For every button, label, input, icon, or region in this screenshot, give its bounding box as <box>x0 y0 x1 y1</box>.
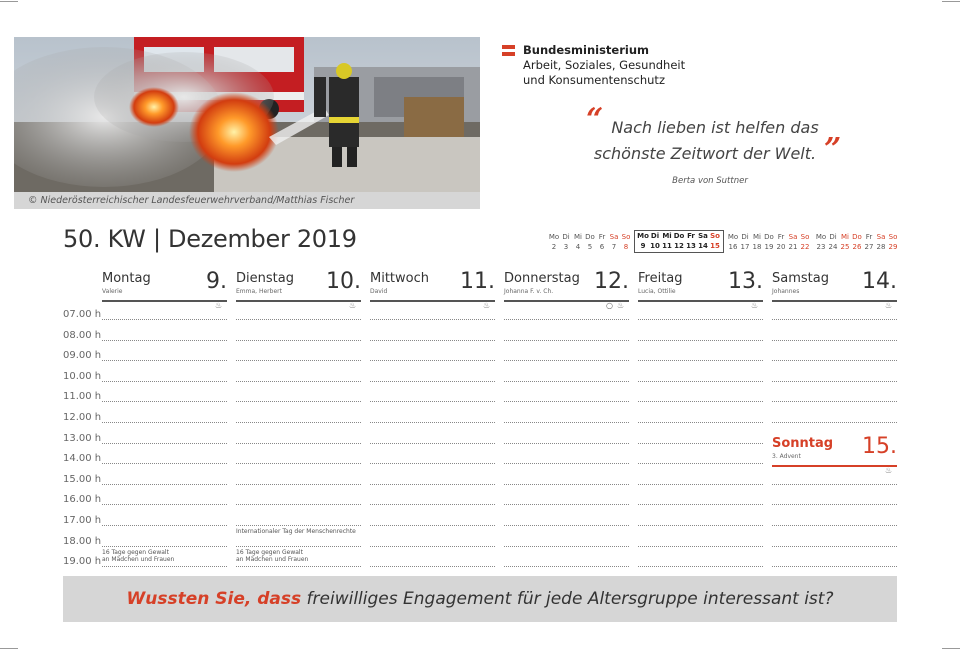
time-slot-line[interactable] <box>102 360 227 361</box>
time-slot-line[interactable] <box>370 381 495 382</box>
time-slot-line[interactable] <box>638 463 763 464</box>
mini-date: 14 <box>698 241 708 250</box>
hour-label: 08.00 h <box>63 329 102 341</box>
time-slot-line[interactable] <box>102 340 227 341</box>
ministry-line-3: und Konsumentenschutz <box>523 73 665 87</box>
time-slot-line[interactable] <box>370 546 495 547</box>
mini-date: 10 <box>650 241 660 250</box>
mini-date: 20 <box>776 242 786 251</box>
mini-calendar-week-51 <box>727 233 811 252</box>
mini-day: So <box>888 233 898 241</box>
mini-date: 15 <box>710 241 720 250</box>
time-slot-line[interactable] <box>236 484 361 485</box>
mini-day: Sa <box>609 233 619 241</box>
day-name: Montag <box>102 271 151 286</box>
quote <box>560 102 850 167</box>
day-number: 11. <box>460 269 495 294</box>
time-slot-line[interactable] <box>370 525 495 526</box>
mini-date: 9 <box>640 241 646 250</box>
time-slot-line[interactable] <box>772 546 897 547</box>
mini-day: Sa <box>698 232 708 240</box>
hour-label: 14.00 h <box>63 453 102 465</box>
time-slot-line[interactable] <box>236 504 361 505</box>
mini-day: Mi <box>574 233 582 241</box>
mini-day: Do <box>585 233 595 241</box>
mini-calendar-week-49 <box>548 233 632 252</box>
firefighter-photo <box>14 37 480 192</box>
time-slot-line[interactable] <box>236 319 361 320</box>
time-slot-line[interactable] <box>504 319 629 320</box>
time-slot-line[interactable] <box>102 463 227 464</box>
mini-date: 4 <box>575 242 581 251</box>
time-slot-line[interactable] <box>236 381 361 382</box>
hour-label: 15.00 h <box>63 473 102 485</box>
mini-day: Mo <box>815 233 827 241</box>
time-slot-line[interactable] <box>370 319 495 320</box>
time-slot-line[interactable] <box>638 360 763 361</box>
crop-mark <box>942 648 960 649</box>
time-slot-line[interactable] <box>370 401 495 402</box>
time-slot-line[interactable] <box>638 504 763 505</box>
mini-date: 22 <box>800 242 810 251</box>
time-slot-line[interactable] <box>772 401 897 402</box>
time-slot-line[interactable] <box>772 422 897 423</box>
close-quote-icon: ” <box>824 132 842 167</box>
day-header-tuesday <box>236 270 361 302</box>
mini-date: 3 <box>563 242 569 251</box>
time-slot-line[interactable] <box>236 443 361 444</box>
crop-mark <box>942 1 960 2</box>
mini-date: 17 <box>740 242 750 251</box>
hour-label: 13.00 h <box>63 432 102 444</box>
hour-label: 07.00 h <box>63 309 102 320</box>
time-slot-line[interactable] <box>638 401 763 402</box>
day-saints: 3. Advent <box>772 453 801 460</box>
time-slot-line[interactable] <box>638 422 763 423</box>
day-saints: Johanna F. v. Ch. <box>504 288 554 295</box>
mini-day: Fr <box>777 233 785 241</box>
day-header-friday <box>638 270 763 302</box>
hour-label: 09.00 h <box>63 350 102 362</box>
mini-date: 6 <box>599 242 605 251</box>
day-header-wednesday <box>370 270 495 302</box>
crop-mark <box>0 1 18 2</box>
day-header-sunday <box>772 435 897 467</box>
mini-date: 8 <box>623 242 629 251</box>
hour-label: 12.00 h <box>63 412 102 423</box>
mini-day: Fr <box>598 233 606 241</box>
note-human-rights-day: Internationaler Tag der Menschenrechte <box>236 528 356 535</box>
photo-illustration <box>14 37 480 192</box>
mini-date: 2 <box>551 242 557 251</box>
time-slot-line[interactable] <box>504 525 629 526</box>
time-slot-line[interactable] <box>504 422 629 423</box>
weather-icon: ♨ <box>349 301 357 310</box>
time-slot-line[interactable] <box>504 546 629 547</box>
mini-calendar-week-50 <box>634 230 724 253</box>
mini-date: 16 <box>728 242 738 251</box>
time-slot-line[interactable] <box>370 443 495 444</box>
time-slot-line[interactable] <box>102 401 227 402</box>
mini-date: 13 <box>686 241 696 250</box>
weather-icon: ♨ <box>483 301 491 310</box>
mini-date: 28 <box>876 242 886 251</box>
day-saints: Valerie <box>102 288 123 295</box>
mini-date: 23 <box>816 242 826 251</box>
time-slot-line[interactable] <box>236 401 361 402</box>
day-number: 15. <box>862 434 897 459</box>
time-slot-line[interactable] <box>102 525 227 526</box>
day-number: 14. <box>862 269 897 294</box>
mini-day: Mo <box>637 232 649 240</box>
time-slot-line[interactable] <box>772 340 897 341</box>
mini-date: 25 <box>840 242 850 251</box>
time-slot-line[interactable] <box>772 319 897 320</box>
ministry-line-1: Bundesministerium <box>523 43 649 57</box>
time-slot-line[interactable] <box>370 360 495 361</box>
quote-author: Berta von Suttner <box>672 176 748 186</box>
mini-day: Mo <box>727 233 739 241</box>
mini-day: Sa <box>788 233 798 241</box>
mini-date: 24 <box>828 242 838 251</box>
time-slot-line[interactable] <box>236 463 361 464</box>
hour-label: 16.00 h <box>63 494 102 506</box>
time-slot-line[interactable] <box>504 484 629 485</box>
time-slot-line[interactable] <box>102 546 227 547</box>
time-slot-line[interactable] <box>504 566 629 567</box>
time-slot-line[interactable] <box>370 422 495 423</box>
crop-mark <box>0 648 18 649</box>
day-saints: David <box>370 288 388 295</box>
mini-date: 11 <box>662 241 672 250</box>
mini-date: 7 <box>611 242 617 251</box>
hour-label: 18.00 h <box>63 535 102 547</box>
moon-phase-icon: ○ <box>606 301 613 310</box>
day-header-saturday <box>772 270 897 302</box>
time-slot-line[interactable] <box>102 422 227 423</box>
time-slot-line[interactable] <box>504 504 629 505</box>
note-monday-16-days: 16 Tage gegen Gewalt an Mädchen und Frauen <box>102 549 175 563</box>
weather-icon: ♨ <box>215 301 223 310</box>
note-tuesday-16-days: 16 Tage gegen Gewalt an Mädchen und Frauen <box>236 549 309 563</box>
mini-date: 26 <box>852 242 862 251</box>
mini-day: Mi <box>753 233 761 241</box>
hour-label: 10.00 h <box>63 370 102 382</box>
time-slot-line[interactable] <box>236 340 361 341</box>
mini-date: 18 <box>752 242 762 251</box>
photo-caption: © Niederösterreichischer Landesfeuerwehrverband/Matthias Fischer <box>14 192 480 209</box>
time-slot-line[interactable] <box>504 340 629 341</box>
time-slot-line[interactable] <box>772 360 897 361</box>
day-header-thursday <box>504 270 629 302</box>
weather-icon: ♨ <box>617 301 625 310</box>
time-slot-line[interactable] <box>236 360 361 361</box>
mini-day: So <box>710 232 720 240</box>
mini-calendar-week-52 <box>815 233 899 252</box>
mini-day: Di <box>829 233 837 241</box>
day-number: 10. <box>326 269 361 294</box>
time-slot-line[interactable] <box>102 566 227 567</box>
time-slot-line[interactable] <box>772 566 897 567</box>
banner-highlight: Wussten Sie, dass <box>126 589 302 609</box>
weather-icon: ♨ <box>751 301 759 310</box>
mini-date: 12 <box>674 241 684 250</box>
mini-day: So <box>800 233 810 241</box>
mini-day: Do <box>852 233 862 241</box>
mini-date: 5 <box>587 242 593 251</box>
open-quote-icon: “ <box>586 102 604 137</box>
mini-day: Di <box>562 233 570 241</box>
day-name: Samstag <box>772 271 829 286</box>
mini-day: Mi <box>841 233 849 241</box>
mini-day: Mo <box>548 233 560 241</box>
time-slot-line[interactable] <box>370 340 495 341</box>
day-saints: Emma, Herbert <box>236 288 282 295</box>
time-slot-line[interactable] <box>236 525 361 526</box>
time-slot-line[interactable] <box>370 463 495 464</box>
time-slot-line[interactable] <box>638 566 763 567</box>
time-slot-line[interactable] <box>772 504 897 505</box>
day-saints: Lucia, Ottilie <box>638 288 676 295</box>
time-slot-line[interactable] <box>504 401 629 402</box>
mini-date: 19 <box>764 242 774 251</box>
hour-label: 11.00 h <box>63 391 102 403</box>
time-slot-line[interactable] <box>102 484 227 485</box>
time-slot-line[interactable] <box>638 546 763 547</box>
time-slot-line[interactable] <box>504 463 629 464</box>
day-header-monday <box>102 270 227 302</box>
mini-day: Sa <box>876 233 886 241</box>
time-slot-line[interactable] <box>638 443 763 444</box>
time-slot-line[interactable] <box>370 484 495 485</box>
mini-day: Di <box>741 233 749 241</box>
time-slot-line[interactable] <box>236 422 361 423</box>
time-slot-line[interactable] <box>638 340 763 341</box>
time-slot-line[interactable] <box>102 443 227 444</box>
time-slot-line[interactable] <box>102 504 227 505</box>
day-number: 12. <box>594 269 629 294</box>
time-slot-line[interactable] <box>638 525 763 526</box>
time-slot-line[interactable] <box>236 566 361 567</box>
time-slot-line[interactable] <box>370 504 495 505</box>
banner-text: freiwilliges Engagement für jede Altersgruppe interessant ist? <box>301 589 834 609</box>
day-name: Freitag <box>638 271 683 286</box>
quote-line-2: schönste Zeitwort der Welt. <box>593 144 817 163</box>
time-slot-line[interactable] <box>236 546 361 547</box>
time-slot-line[interactable] <box>772 381 897 382</box>
hour-label: 19.00 h <box>63 556 102 568</box>
weather-icon: ♨ <box>885 301 893 310</box>
time-slot-line[interactable] <box>102 319 227 320</box>
ministry-line-2: Arbeit, Soziales, Gesundheit <box>523 58 686 72</box>
mini-date: 21 <box>788 242 798 251</box>
ministry-name <box>523 43 685 88</box>
mini-day: So <box>621 233 631 241</box>
mini-day: Do <box>673 232 685 240</box>
day-name: Mittwoch <box>370 271 429 286</box>
day-number: 13. <box>728 269 763 294</box>
day-name: Donnerstag <box>504 271 580 286</box>
week-title: 50. KW | Dezember 2019 <box>63 225 357 253</box>
time-slot-line[interactable] <box>504 381 629 382</box>
time-slot-line[interactable] <box>772 484 897 485</box>
day-number: 9. <box>206 269 227 294</box>
did-you-know-banner <box>63 576 897 622</box>
time-slot-line[interactable] <box>638 484 763 485</box>
austria-flag-icon <box>502 45 515 56</box>
hour-label: 17.00 h <box>63 515 102 526</box>
mini-day: Di <box>650 232 660 240</box>
weather-icon: ♨ <box>885 466 893 475</box>
time-slot-line[interactable] <box>638 381 763 382</box>
mini-day: Fr <box>865 233 873 241</box>
time-slot-line[interactable] <box>370 566 495 567</box>
mini-date: 27 <box>864 242 874 251</box>
day-name: Dienstag <box>236 271 294 286</box>
time-slot-line[interactable] <box>504 443 629 444</box>
time-slot-line[interactable] <box>638 319 763 320</box>
mini-date: 29 <box>888 242 898 251</box>
day-name: Sonntag <box>772 436 834 451</box>
mini-day: Fr <box>687 232 695 240</box>
day-saints: Johannes <box>772 288 800 295</box>
time-slot-line[interactable] <box>772 525 897 526</box>
mini-day: Do <box>764 233 774 241</box>
time-slot-line[interactable] <box>504 360 629 361</box>
quote-line-1: Nach lieben ist helfen das <box>611 118 819 137</box>
mini-day: Mi <box>662 232 672 240</box>
time-slot-line[interactable] <box>102 381 227 382</box>
